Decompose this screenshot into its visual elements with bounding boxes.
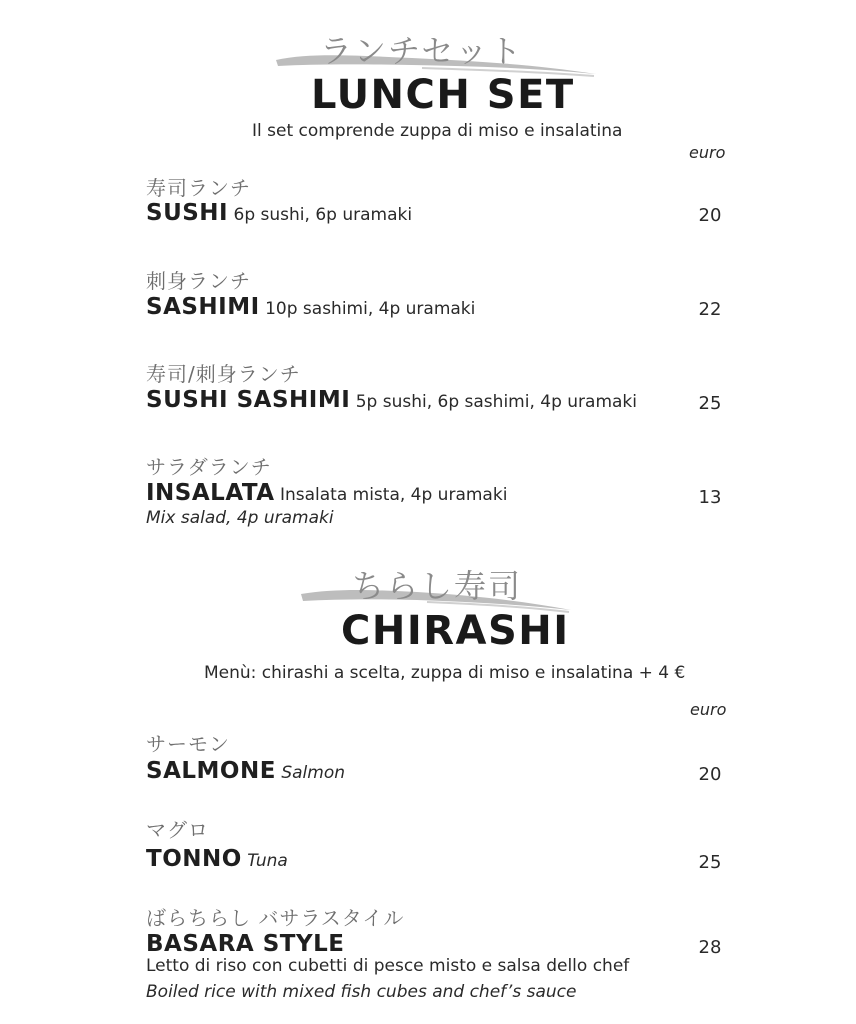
menu-item-price: 25 — [698, 852, 722, 873]
menu-item — [146, 387, 637, 413]
menu-item — [146, 294, 475, 320]
menu-item — [146, 846, 288, 872]
menu-item-jp: サラダランチ — [146, 455, 272, 479]
menu-item-name: INSALATA — [146, 480, 275, 506]
lunch-title: LUNCH SET — [311, 72, 575, 118]
menu-item-desc: 10p sashimi, 4p uramaki — [265, 299, 476, 319]
menu-item-jp: マグロ — [146, 818, 209, 842]
menu-item-desc: 6p sushi, 6p uramaki — [233, 205, 413, 225]
menu-item-jp: 寿司/刺身ランチ — [146, 362, 301, 386]
menu-item-name: SUSHI — [146, 200, 229, 226]
menu-item-price: 20 — [698, 205, 722, 226]
menu-item-desc: Tuna — [247, 851, 288, 871]
chirashi-title: CHIRASHI — [341, 608, 570, 654]
menu-item-desc-it: Letto di riso con cubetti di pesce misto e salsa dello chef — [146, 956, 630, 976]
menu-item — [146, 758, 345, 784]
menu-item — [146, 200, 412, 226]
menu-item-jp: ばらちらし バサラスタイル — [146, 906, 405, 930]
menu-item-price: 28 — [698, 937, 722, 958]
lunch-currency-label: euro — [689, 143, 726, 162]
menu-item-desc-en: Mix salad, 4p uramaki — [146, 508, 334, 528]
menu-item-price: 20 — [698, 764, 722, 785]
menu-item-price: 25 — [698, 393, 722, 414]
menu-item-name: SASHIMI — [146, 294, 260, 320]
chirashi-subtitle: Menù: chirashi a scelta, zuppa di miso e insalatina + 4 € — [204, 663, 686, 683]
lunch-subtitle: Il set comprende zuppa di miso e insalatina — [252, 121, 623, 141]
chirashi-title-jp: ちらし寿司 — [352, 567, 523, 605]
menu-item-name: BASARA STYLE — [146, 931, 345, 957]
menu-item-desc: Salmon — [281, 763, 345, 783]
menu-item-desc: 5p sushi, 6p sashimi, 4p uramaki — [355, 392, 637, 412]
menu-item-name: SUSHI SASHIMI — [146, 387, 351, 413]
chirashi-currency-label: euro — [690, 700, 727, 719]
menu-item-jp: 寿司ランチ — [146, 176, 251, 200]
menu-item-jp: 刺身ランチ — [146, 269, 251, 293]
menu-item-jp: サーモン — [146, 732, 230, 756]
lunch-title-jp: ランチセット — [320, 32, 524, 70]
menu-item-name: TONNO — [146, 846, 242, 872]
menu-item-name: SALMONE — [146, 758, 276, 784]
menu-item — [146, 480, 507, 506]
menu-item-desc-en: Boiled rice with mixed fish cubes and chef’s sauce — [146, 982, 577, 1002]
menu-item-price: 22 — [698, 299, 722, 320]
menu-item-desc: Insalata mista, 4p uramaki — [279, 485, 508, 505]
menu-item-price: 13 — [698, 487, 722, 508]
